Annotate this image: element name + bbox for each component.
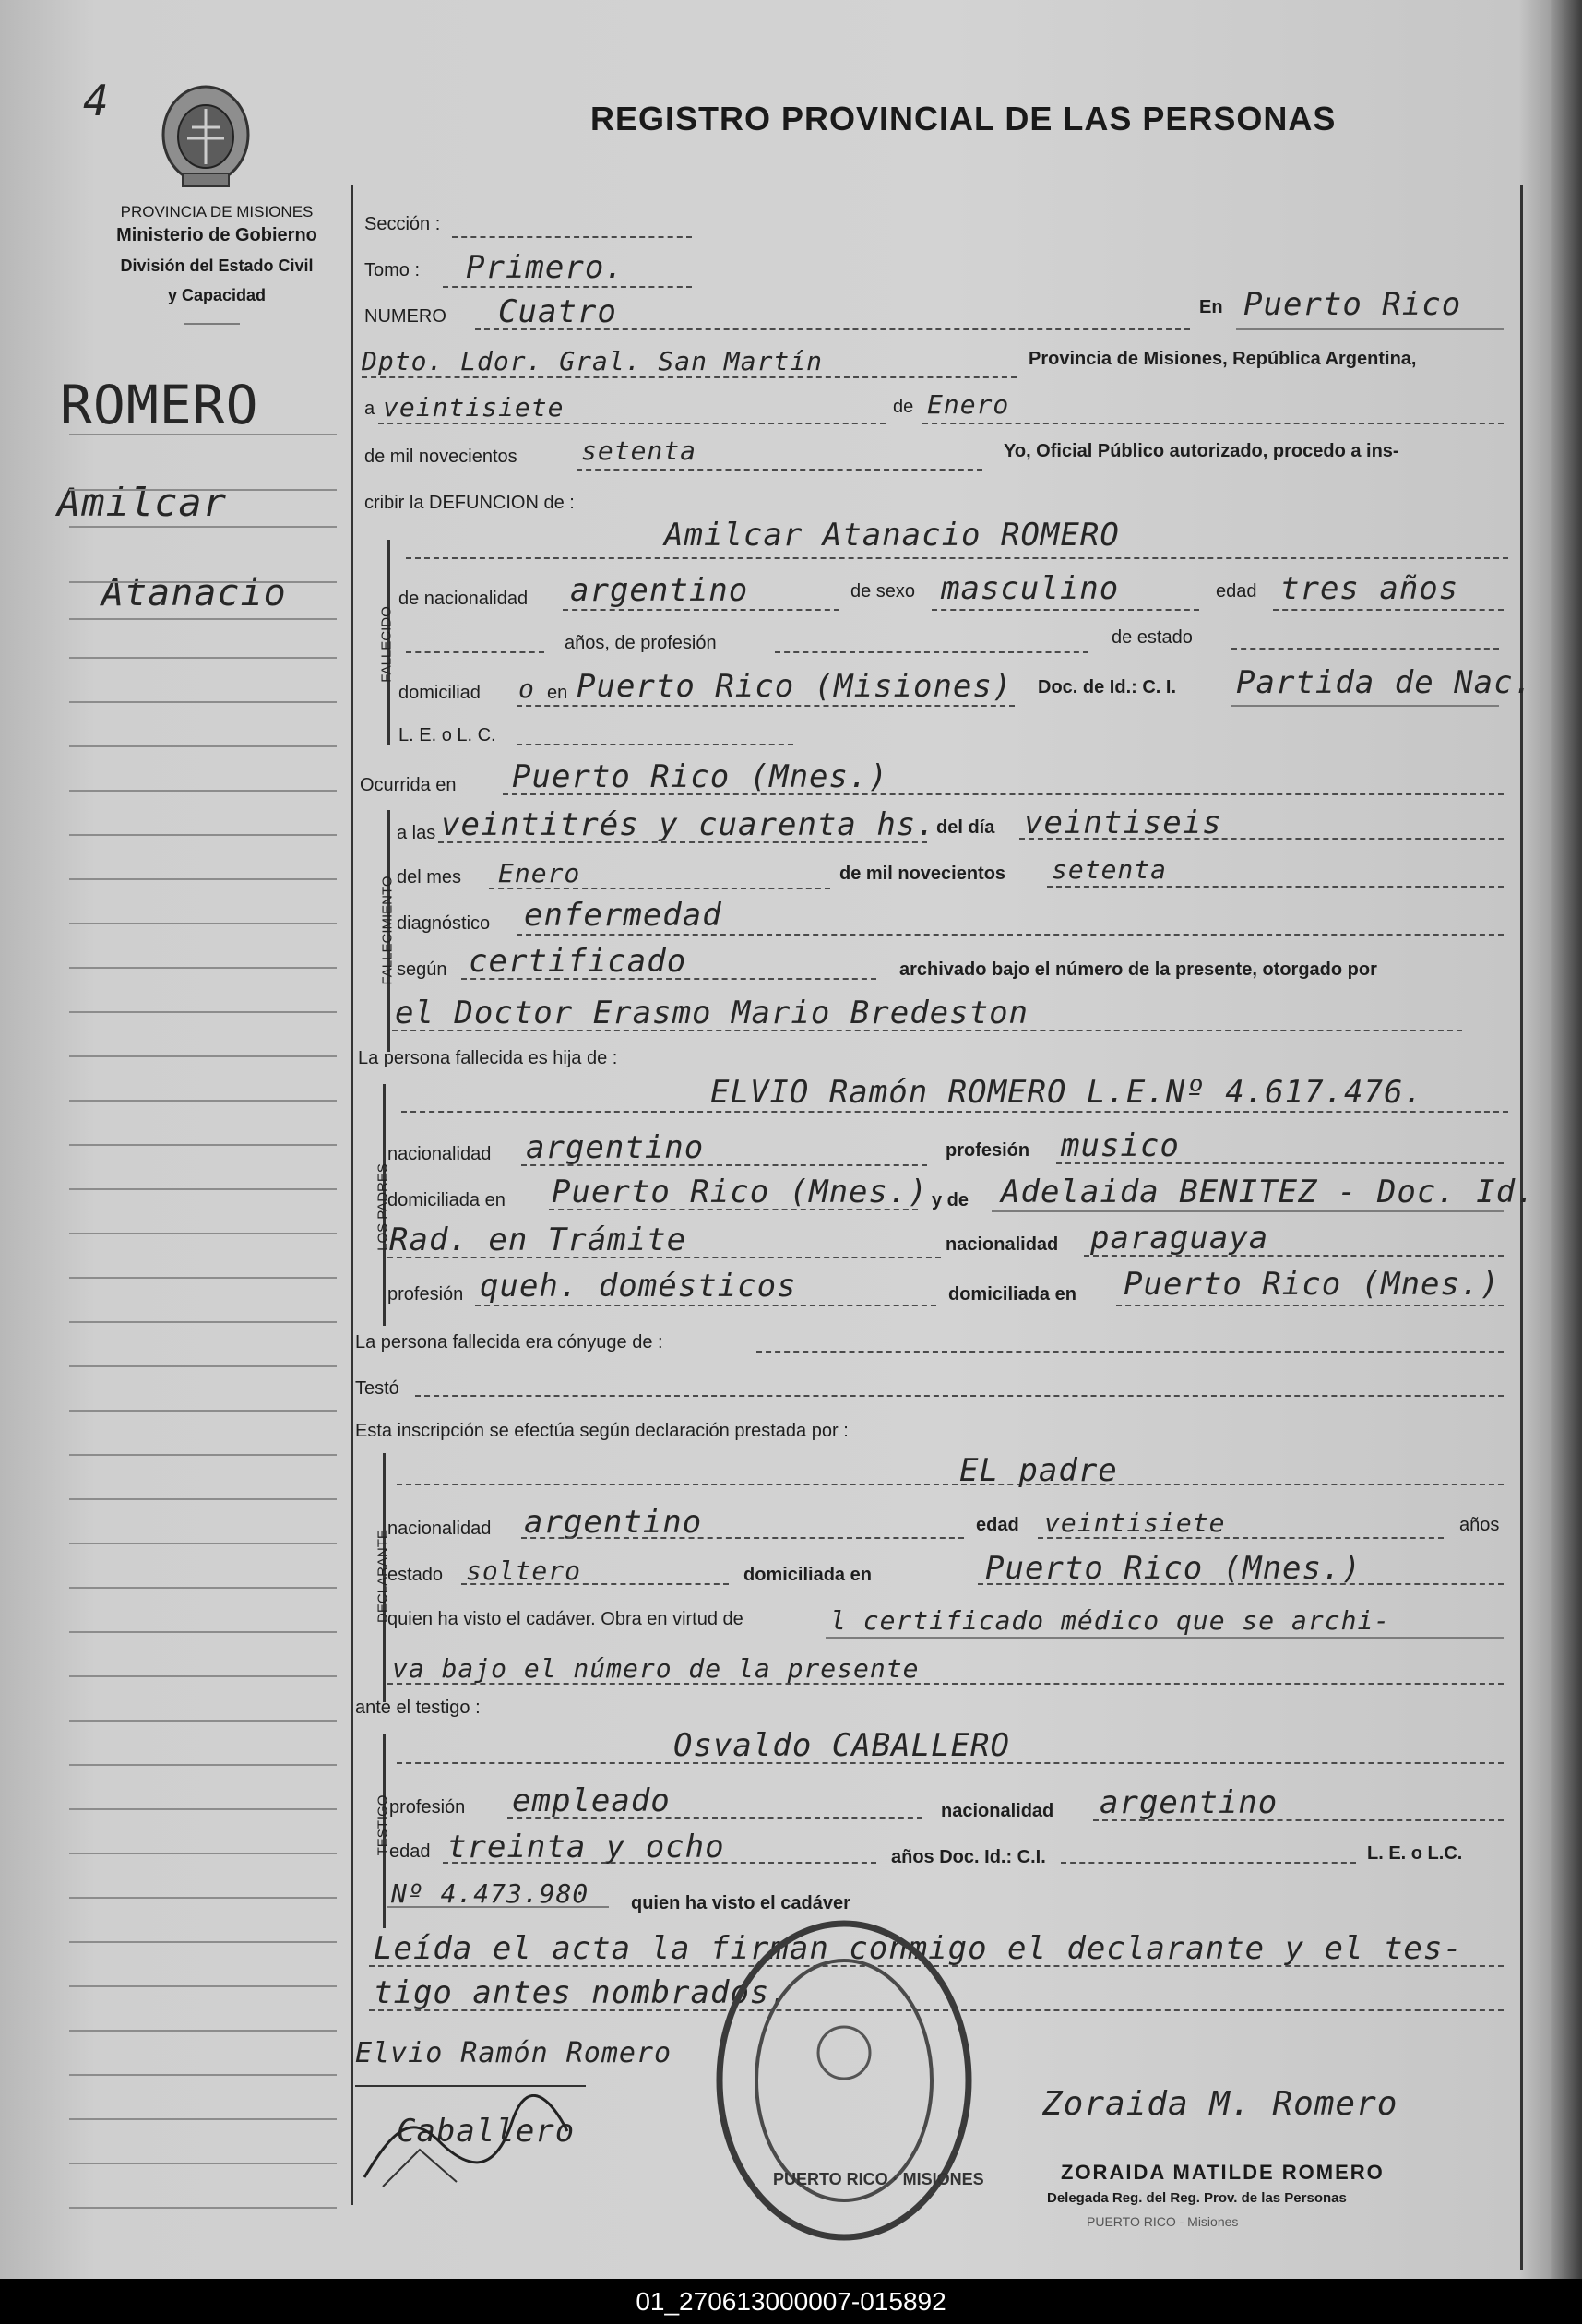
oficial-place: PUERTO RICO - Misiones [1087,2214,1239,2229]
domicilio-prefix: o [518,673,535,704]
mes-value: Enero [927,389,1010,420]
label-ante-testigo: ante el testigo : [355,1698,481,1718]
label-diagnostico: diagnóstico [397,913,491,934]
label-numero: NUMERO [364,306,446,327]
label-madre-dom: domiciliada en [948,1284,1076,1305]
padre-nacionalidad: argentino [526,1129,705,1166]
label-tomo: Tomo : [364,260,421,280]
madre-nombre: Adelaida BENITEZ - Doc. Id. [1001,1174,1536,1210]
section-label-padres: LOS PADRES [375,1163,391,1251]
dia-value: veintisiete [383,392,565,423]
madre-profesion: queh. domésticos [480,1268,797,1305]
coat-of-arms-icon [155,81,256,192]
folio-number: 4 [83,76,110,125]
anio-value: setenta [581,435,697,466]
oficial-title: Delegada Reg. del Reg. Prov. de las Personas [1047,2190,1347,2206]
oficial-name: ZORAIDA MATILDE ROMERO [1061,2161,1385,2184]
label-decl-nac: nacionalidad [387,1519,492,1539]
label-y-de: y de [932,1190,969,1210]
label-madre-prof: profesión [387,1284,464,1305]
label-edad: edad [1216,581,1257,602]
image-id-footer: 01_270613000007-015892 [0,2279,1582,2324]
label-segun: según [397,959,447,980]
fallecido-nombre: Amilcar Atanacio ROMERO [664,517,1120,554]
testigo-nombre: Osvaldo CABALLERO [673,1727,1010,1764]
label-le-o-lc: L. E. o L.C. [1367,1843,1463,1864]
label-testigo-edad: edad [389,1841,431,1862]
testigo-profesion: empleado [512,1782,671,1819]
cierre-line-1: Leída el acta la firman conmigo el declarante y el tes- [374,1930,1463,1967]
anio-fallecimiento: setenta [1052,854,1168,885]
label-anos-prof: años, de profesión [565,633,717,653]
official-seal-icon [710,1914,978,2247]
hora-value: veintitrés y cuarenta hs. [441,806,936,843]
signature-declarante: Elvio Ramón Romero [355,2037,672,2069]
margin-first-name: Amilcar [57,480,228,525]
label-del-dia: del día [936,817,995,838]
decl-edad: veintisiete [1044,1508,1226,1538]
label-anos-doc: años Doc. Id.: C.I. [891,1847,1046,1867]
label-a: a [364,399,375,419]
label-domicilio: domiciliad [398,683,481,703]
book-binding [1551,0,1582,2279]
medico-value: el Doctor Erasmo Mario Bredeston [395,995,1029,1031]
signature-testigo: Caballero [397,2113,576,2150]
label-doc-id: Doc. de Id.: C. I. [1038,677,1177,697]
label-de-mil-nov: de mil novecientos [839,864,1006,884]
section-label-fallecimiento: FALLECIMIENTO [379,876,396,985]
testigo-scribble-icon [355,2094,577,2196]
label-cribir: cribir la DEFUNCION de : [364,493,575,513]
section-label-declarante: DECLARANTE [375,1530,391,1623]
fallecido-domicilio: Puerto Rico (Misiones) [577,668,1013,705]
mes-fallecimiento: Enero [498,858,581,888]
org-line-2: Ministerio de Gobierno [116,225,317,245]
testigo-nacionalidad: argentino [1100,1784,1279,1821]
label-madre-nac: nacionalidad [946,1234,1059,1255]
fallecido-nacionalidad: argentino [570,572,749,609]
label-padre-prof: profesión [946,1140,1030,1161]
declarante-value: EL padre [959,1452,1118,1489]
fallecido-edad: tres años [1280,570,1459,607]
label-decl-estado: estado [387,1565,444,1585]
decl-estado: soltero [466,1555,582,1586]
label-le-lc: L. E. o L. C. [398,725,496,745]
lugar-value: Puerto Rico [1243,286,1462,323]
label-conyuge: La persona fallecida era cónyuge de : [355,1332,663,1353]
fallecido-sexo: masculino [941,570,1120,607]
label-nacionalidad-de: de nacionalidad [398,589,529,609]
label-quien-visto: quien ha visto el cadáver [631,1893,850,1913]
fallecido-doc: Partida de Nac. [1236,664,1534,701]
madre-nacionalidad: paraguaya [1090,1220,1269,1257]
ocurrida-value: Puerto Rico (Mnes.) [512,758,888,795]
padre-profesion: musico [1061,1127,1180,1164]
label-provincia: Provincia de Misiones, República Argentina, [1029,349,1417,369]
tomo-value: Primero. [466,249,624,286]
label-padre-nac: nacionalidad [387,1144,492,1164]
label-en-word: en [547,683,568,703]
section-label-testigo: TESTIGO [375,1794,391,1856]
cierre-line-2: tigo antes nombrados. [374,1974,790,2011]
obra-line-1: l certificado médico que se archi- [830,1605,1391,1636]
margin-second-name: Atanacio [101,572,287,614]
signature-oficial: Zoraida M. Romero [1042,2085,1398,2123]
label-de-estado: de estado [1112,627,1193,648]
numero-value: Cuatro [498,293,617,330]
testigo-edad: treinta y ocho [447,1829,725,1865]
label-del-mes: del mes [397,867,462,888]
segun-value: certificado [469,943,687,980]
label-anos: años [1459,1515,1500,1535]
label-seccion: Sección : [364,214,441,234]
decl-nacionalidad: argentino [524,1504,703,1541]
margin-surname: ROMERO [60,374,259,436]
label-de: de [893,397,914,417]
org-line-1: PROVINCIA DE MISIONES [120,203,314,220]
page-title: REGISTRO PROVINCIAL DE LAS PERSONAS [590,100,1337,137]
label-testo: Testó [355,1378,399,1399]
label-decl-edad: edad [976,1515,1019,1535]
padre-domicilio: Puerto Rico (Mnes.) [552,1174,928,1210]
label-padre-dom: domiciliada en [387,1190,506,1210]
label-decl-dom: domiciliada en [743,1565,872,1585]
obra-line-2: va bajo el número de la presente [392,1653,920,1684]
label-en: En [1199,297,1223,317]
seal-text: PUERTO RICO · MISIONES [773,2170,984,2188]
label-sexo: de sexo [850,581,916,602]
testigo-doc: Nº 4.473.980 [391,1878,589,1909]
label-testigo-prof: profesión [389,1797,466,1817]
label-hija: La persona fallecida es hija de : [358,1048,618,1068]
madre-domicilio: Puerto Rico (Mnes.) [1124,1266,1500,1303]
label-declaracion: Esta inscripción se efectúa según declaración prestada por : [355,1421,849,1441]
departamento-value: Dpto. Ldor. Gral. San Martín [362,346,824,376]
label-testigo-nac: nacionalidad [941,1801,1054,1821]
label-a-las: a las [397,823,436,843]
label-de-mil: de mil novecientos [364,447,517,467]
padre-nombre: ELVIO Ramón ROMERO L.E.Nº 4.617.476. [710,1074,1423,1111]
madre-doc: Rad. en Trámite [389,1222,687,1258]
diagnostico-value: enfermedad [524,897,722,934]
section-label-fallecido: FALLECIDO [378,606,395,683]
decl-domicilio: Puerto Rico (Mnes.) [985,1550,1362,1587]
label-yo: Yo, Oficial Público autorizado, procedo a ins- [1004,441,1399,461]
label-archivado: archivado bajo el número de la presente, otorgado por [899,959,1377,980]
org-line-4: y Capacidad [167,286,267,304]
dia-fallecimiento: veintiseis [1024,804,1222,841]
label-ocurrida: Ocurrida en [360,775,457,795]
label-quien-cadaver: quien ha visto el cadáver. Obra en virtud de [387,1609,743,1629]
org-line-3: División del Estado Civil [120,256,314,275]
